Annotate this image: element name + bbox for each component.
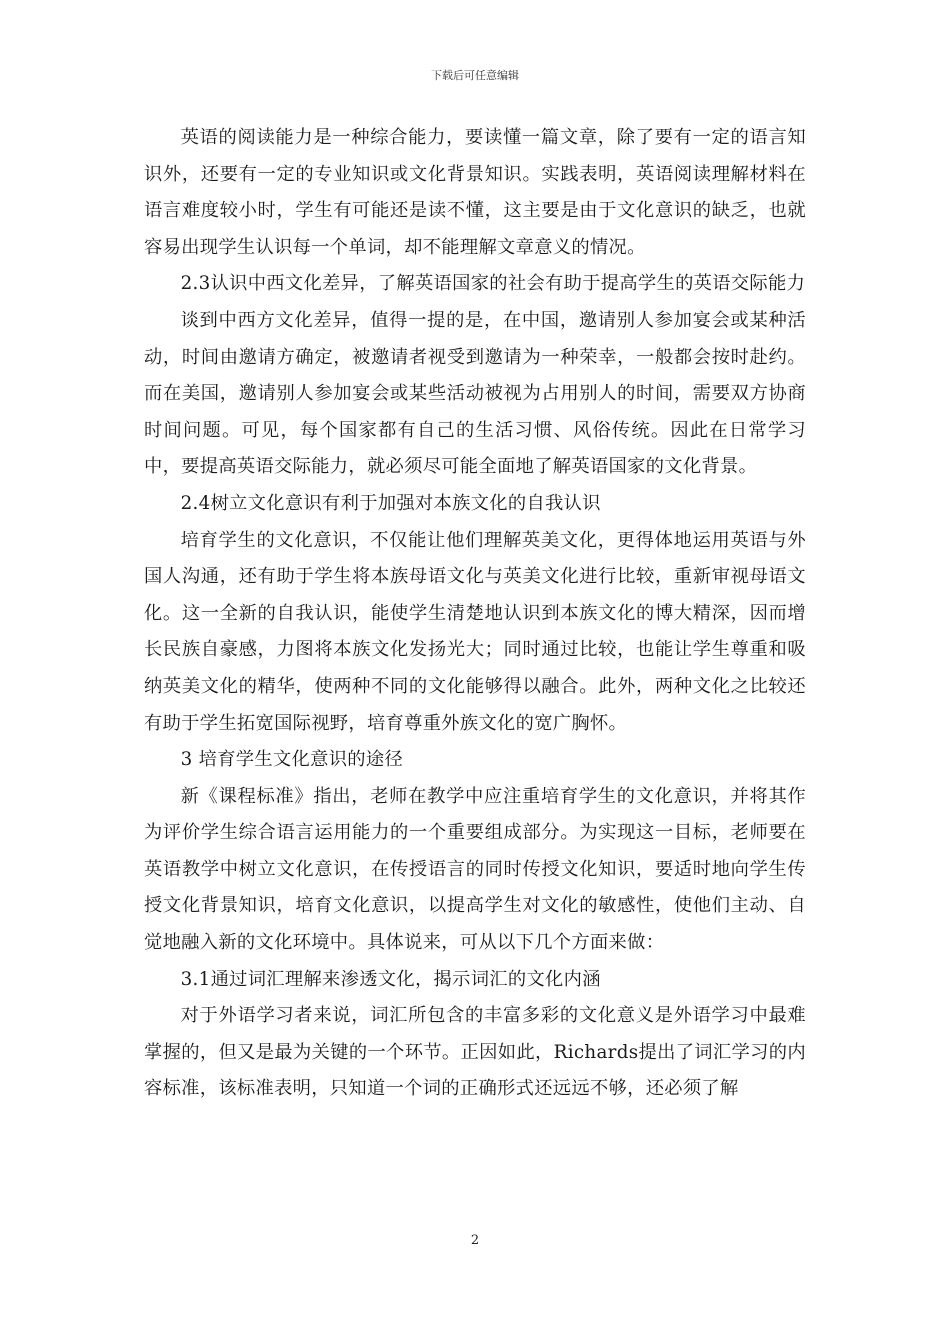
section-heading: 2.3认识中西文化差异，了解英语国家的社会有助于提高学生的英语交际能力 (180, 273, 806, 295)
section-heading: 2.4树立文化意识有利于加强对本族文化的自我认识 (180, 492, 601, 514)
document-body (144, 120, 806, 1108)
paragraph: 培育学生的文化意识，不仅能让他们理解英美文化，更得体地运用英语与外国人沟通，还有助于学生将本族母语文化与英美文化进行比较，重新审视母语文化。这一全新的自我认识，能使学生清楚地认识到本族文化的博大精深，因而增长民族自豪感，力图将本族文化发扬光大；同时通过比较，也能让学生尊重和吸纳英美文化的精华，使两种不同的文化能够得以融合。此外，两种文化之比较还有助于学生拓宽国际视野，培育尊重外族文化的宽广胸怀。 (144, 529, 806, 734)
section-heading: 3 培育学生文化意识的途径 (180, 749, 404, 771)
paragraph: 新《课程标准》指出，老师在教学中应注重培育学生的文化意识，并将其作为评价学生综合语言运用能力的一个重要组成部分。为实现这一目标，老师要在英语教学中树立文化意识，在传授语言的同时传授文化知识，要适时地向学生传授文化背景知识，培育文化意识，以提高学生对文化的敏感性，使他们主动、自觉地融入新的文化环境中。具体说来，可从以下几个方面来做： (144, 785, 806, 954)
page-header: 下载后可任意编辑 (431, 69, 519, 82)
page-number: 2 (470, 1233, 480, 1248)
paragraph: 谈到中西方文化差异，值得一提的是，在中国，邀请别人参加宴会或某种活动，时间由邀请方确定，被邀请者视受到邀请为一种荣幸，一般都会按时赴约。而在美国，邀请别人参加宴会或某些活动被视为占用别人的时间，需要双方协商时间问题。可见，每个国家都有自己的生活习惯、风俗传统。因此在日常学习中，要提高英语交际能力，就必须尽可能全面地了解英语国家的文化背景。 (144, 309, 806, 478)
paragraph: 对于外语学习者来说，词汇所包含的丰富多彩的文化意义是外语学习中最难掌握的，但又是最为关键的一个环节。正因如此，Richards提出了词汇学习的内容标准，该标准表明，只知道一个词的正确形式还远远不够，还必须了解 (144, 1005, 806, 1100)
section-heading: 3.1通过词汇理解来渗透文化，揭示词汇的文化内涵 (180, 968, 601, 990)
paragraph: 英语的阅读能力是一种综合能力，要读懂一篇文章，除了要有一定的语言知识外，还要有一定的专业知识或文化背景知识。实践表明，英语阅读理解材料在语言难度较小时，学生有可能还是读不懂，这主要是由于文化意识的缺乏，也就容易出现学生认识每一个单词，却不能理解文章意义的情况。 (144, 127, 806, 258)
